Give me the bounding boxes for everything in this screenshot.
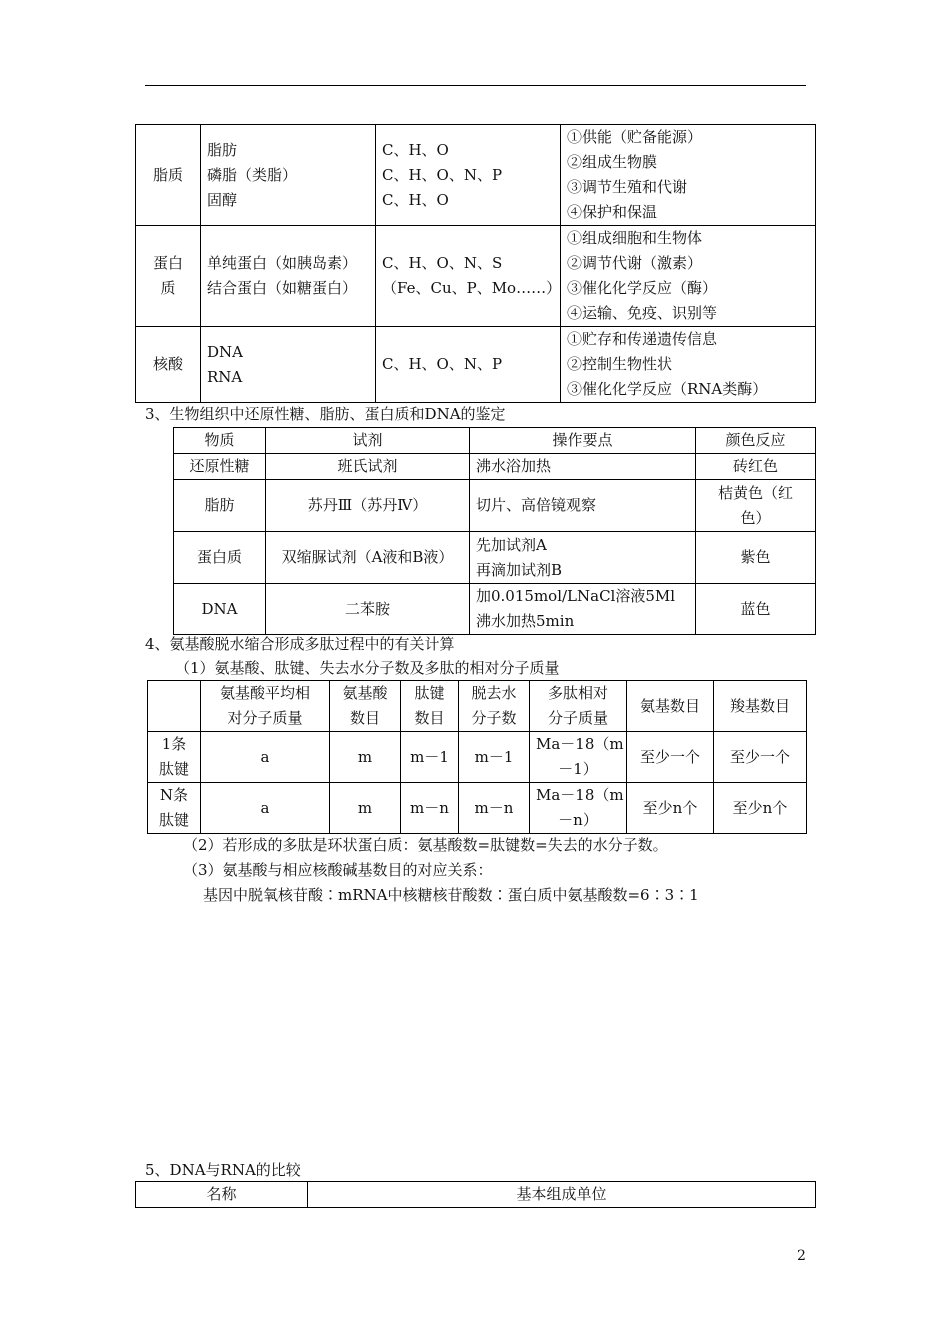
elements-cell: [376, 226, 561, 327]
data-cell-line: 至少一个: [639, 747, 700, 766]
procedure-cell: [470, 584, 696, 635]
section4-sub3: （3）氨基酸与相应核酸碱基数目的对应关系：: [183, 861, 493, 879]
procedure-cell: [470, 532, 696, 584]
functions-cell: [561, 125, 816, 226]
category-cell: [136, 125, 201, 226]
category-cell-line: 蛋白: [152, 254, 183, 272]
data-cell: [201, 783, 330, 834]
data-cell: [627, 732, 714, 783]
header-cell-line: 对分子质量: [227, 709, 303, 727]
data-cell: [530, 783, 627, 834]
header-cell: [136, 1182, 308, 1208]
data-cell-line: m－1: [410, 747, 449, 766]
reagent-cell: [266, 454, 470, 480]
functions-cell-line: ④保护和保温: [567, 203, 658, 221]
procedure-cell-line: 加0.015mol/LNaCl溶液5Ml: [476, 587, 676, 605]
header-cell: [401, 681, 459, 732]
header-cell-line: 分子质量: [547, 709, 608, 727]
elements-cell-line: C、H、O、N、S: [382, 254, 503, 272]
reagent-cell-line: 班氏试剂: [337, 457, 398, 475]
data-cell: [714, 783, 807, 834]
table-row: [136, 226, 816, 327]
procedure-cell-line: 再滴加试剂B: [476, 560, 563, 579]
table-row: [136, 125, 816, 226]
functions-cell: [561, 226, 816, 327]
header-cell-line: 颜色反应: [725, 431, 786, 449]
elements-cell-line: C、H、O: [382, 140, 449, 159]
table-row: [174, 532, 816, 584]
data-cell: [459, 783, 530, 834]
reagent-cell: [266, 584, 470, 635]
data-cell-line: －1）: [558, 760, 598, 778]
types-cell-line: RNA: [207, 367, 243, 386]
data-cell: [530, 732, 627, 783]
types-cell-line: 磷脂（类脂）: [207, 165, 298, 184]
page-number: 2: [797, 1248, 806, 1264]
table-header-row: [148, 681, 807, 732]
elements-cell-line: C、H、O: [382, 190, 449, 209]
table-row: [174, 480, 816, 532]
functions-cell-line: ④运输、免疫、识别等: [567, 304, 718, 322]
header-cell-line: 脱去水: [471, 684, 517, 702]
header-cell-line: 操作要点: [552, 431, 613, 449]
substance-cell-line: 还原性糖: [189, 457, 250, 475]
reagent-cell: [266, 480, 470, 532]
functions-cell-line: ③催化化学反应（RNA类酶）: [567, 380, 768, 398]
data-cell: [401, 783, 459, 834]
functions-cell-line: ③催化化学反应（酶）: [567, 279, 718, 297]
procedure-cell: [470, 454, 696, 480]
color-cell-line: 紫色: [740, 548, 771, 566]
data-cell-line: 至少n个: [732, 798, 788, 817]
data-cell: [627, 783, 714, 834]
data-cell-line: 1条: [161, 735, 187, 753]
data-cell-line: Ma－18（m: [536, 786, 624, 804]
color-cell: [696, 480, 816, 532]
category-cell: [136, 327, 201, 403]
data-cell-line: N条: [159, 786, 189, 804]
elements-cell-line: C、H、O、N、P: [382, 355, 503, 373]
section3-heading: 3、生物组织中还原性糖、脂肪、蛋白质和DNA的鉴定: [145, 405, 506, 423]
data-cell-line: a: [260, 747, 270, 766]
header-cell-line: 多肽相对: [547, 684, 608, 702]
header-cell-line: 羧基数目: [729, 696, 790, 715]
procedure-cell-line: 切片、高倍镜观察: [476, 496, 597, 514]
substance-cell-line: 蛋白质: [196, 548, 242, 566]
types-cell: [201, 327, 376, 403]
data-cell: [330, 732, 401, 783]
functions-cell-line: ③调节生殖和代谢: [567, 178, 688, 196]
header-cell-line: 肽键: [414, 684, 445, 702]
peptide-calc-table: [147, 680, 807, 834]
section5-heading: 5、DNA与RNA的比较: [145, 1161, 301, 1179]
header-cell: [266, 428, 470, 454]
procedure-cell-line: 沸水加热5min: [476, 612, 575, 630]
table-row: [174, 454, 816, 480]
header-rule: [145, 85, 806, 86]
header-cell: [201, 681, 330, 732]
dna-rna-table: [135, 1181, 816, 1208]
functions-cell-line: ②组成生物膜: [567, 153, 658, 171]
substance-cell: [174, 480, 266, 532]
data-cell: [401, 732, 459, 783]
types-cell-line: 结合蛋白（如糖蛋白）: [207, 279, 358, 297]
functions-cell-line: ②调节代谢（激素）: [567, 254, 703, 272]
substance-cell: [174, 532, 266, 584]
header-cell-line: 氨基酸平均相: [219, 684, 310, 702]
table-header-row: [136, 1182, 816, 1208]
header-cell: [530, 681, 627, 732]
types-cell-line: DNA: [207, 342, 243, 361]
substance-cell-line: DNA: [201, 599, 238, 618]
color-cell-line: 桔黄色（红: [717, 483, 793, 502]
header-cell: [470, 428, 696, 454]
compound-table: [135, 124, 816, 403]
color-cell-line: 砖红色: [732, 457, 778, 475]
elements-cell: [376, 125, 561, 226]
data-cell: [201, 732, 330, 783]
data-cell-line: －n）: [558, 811, 598, 829]
category-cell-line: 质: [160, 279, 176, 297]
data-cell-line: Ma－18（m: [536, 735, 624, 753]
data-cell: [459, 732, 530, 783]
section4-sub1: （1）氨基酸、肽键、失去水分子数及多肽的相对分子质量: [175, 659, 560, 677]
header-cell-line: 试剂: [352, 431, 383, 449]
data-cell: [148, 732, 201, 783]
header-cell: [459, 681, 530, 732]
header-cell-line: 数目: [349, 709, 380, 727]
types-cell: [201, 226, 376, 327]
types-cell-line: 脂肪: [207, 140, 238, 159]
procedure-cell-line: 先加试剂A: [476, 535, 547, 554]
header-cell-line: 数目: [414, 709, 445, 727]
data-cell-line: 肽键: [158, 811, 189, 829]
section4-sub3-detail: 基因中脱氧核苷酸∶mRNA中核糖核苷酸数∶蛋白质中氨基酸数=6∶3∶1: [203, 886, 699, 904]
color-cell-line: 色）: [740, 508, 771, 527]
color-cell-line: 蓝色: [740, 599, 771, 618]
table-row: [148, 783, 807, 834]
data-cell-line: 肽键: [158, 760, 189, 778]
elements-cell-line: （Fe、Cu、P、Mo……）: [382, 279, 562, 297]
elements-cell-line: C、H、O、N、P: [382, 165, 503, 184]
procedure-cell: [470, 480, 696, 532]
data-cell-line: a: [260, 798, 270, 817]
table-row: [148, 732, 807, 783]
data-cell-line: m－n: [410, 798, 449, 817]
reagent-cell-line: 双缩脲试剂（A液和B液）: [281, 548, 454, 566]
header-cell-line: 物质: [204, 431, 235, 449]
category-cell: [136, 226, 201, 327]
header-cell: [148, 681, 201, 732]
category-cell-line: 核酸: [152, 355, 183, 373]
header-cell-line: 氨基酸: [342, 684, 388, 702]
header-cell-line: 基本组成单位: [516, 1185, 607, 1203]
header-cell: [330, 681, 401, 732]
header-cell-line: 分子数: [471, 709, 517, 727]
header-cell: [627, 681, 714, 732]
header-cell: [714, 681, 807, 732]
table-row: [174, 584, 816, 635]
reagent-cell-line: 苏丹Ⅲ（苏丹Ⅳ）: [307, 496, 428, 514]
data-cell-line: m: [357, 798, 373, 817]
data-cell-line: 至少一个: [729, 747, 790, 766]
category-cell-line: 脂质: [152, 165, 183, 184]
data-cell-line: m: [357, 747, 373, 766]
functions-cell-line: ②控制生物性状: [567, 355, 673, 373]
section4-sub2: （2）若形成的多肽是环状蛋白质：氨基酸数=肽键数=失去的水分子数。: [183, 836, 668, 854]
header-cell: [696, 428, 816, 454]
header-cell-line: 氨基数目: [639, 696, 700, 715]
color-cell: [696, 532, 816, 584]
identification-table: [173, 427, 816, 635]
functions-cell-line: ①供能（贮备能源）: [567, 128, 703, 146]
types-cell-line: 固醇: [207, 190, 238, 209]
data-cell: [148, 783, 201, 834]
substance-cell: [174, 454, 266, 480]
data-cell-line: m－1: [474, 747, 514, 766]
header-cell: [174, 428, 266, 454]
elements-cell: [376, 327, 561, 403]
data-cell-line: m－n: [474, 798, 514, 817]
header-cell: [308, 1182, 816, 1208]
functions-cell-line: ①贮存和传递遗传信息: [567, 330, 718, 348]
color-cell: [696, 454, 816, 480]
substance-cell: [174, 584, 266, 635]
data-cell: [330, 783, 401, 834]
reagent-cell-line: 二苯胺: [344, 599, 390, 618]
data-cell-line: 至少n个: [642, 798, 698, 817]
functions-cell: [561, 327, 816, 403]
types-cell: [201, 125, 376, 226]
color-cell: [696, 584, 816, 635]
table-header-row: [174, 428, 816, 454]
data-cell: [714, 732, 807, 783]
header-cell-line: 名称: [206, 1185, 237, 1203]
procedure-cell-line: 沸水浴加热: [476, 457, 552, 475]
types-cell-line: 单纯蛋白（如胰岛素）: [207, 254, 358, 272]
table-row: [136, 327, 816, 403]
substance-cell-line: 脂肪: [204, 496, 235, 514]
reagent-cell: [266, 532, 470, 584]
functions-cell-line: ①组成细胞和生物体: [567, 229, 703, 247]
section4-heading: 4、氨基酸脱水缩合形成多肽过程中的有关计算: [145, 635, 455, 653]
